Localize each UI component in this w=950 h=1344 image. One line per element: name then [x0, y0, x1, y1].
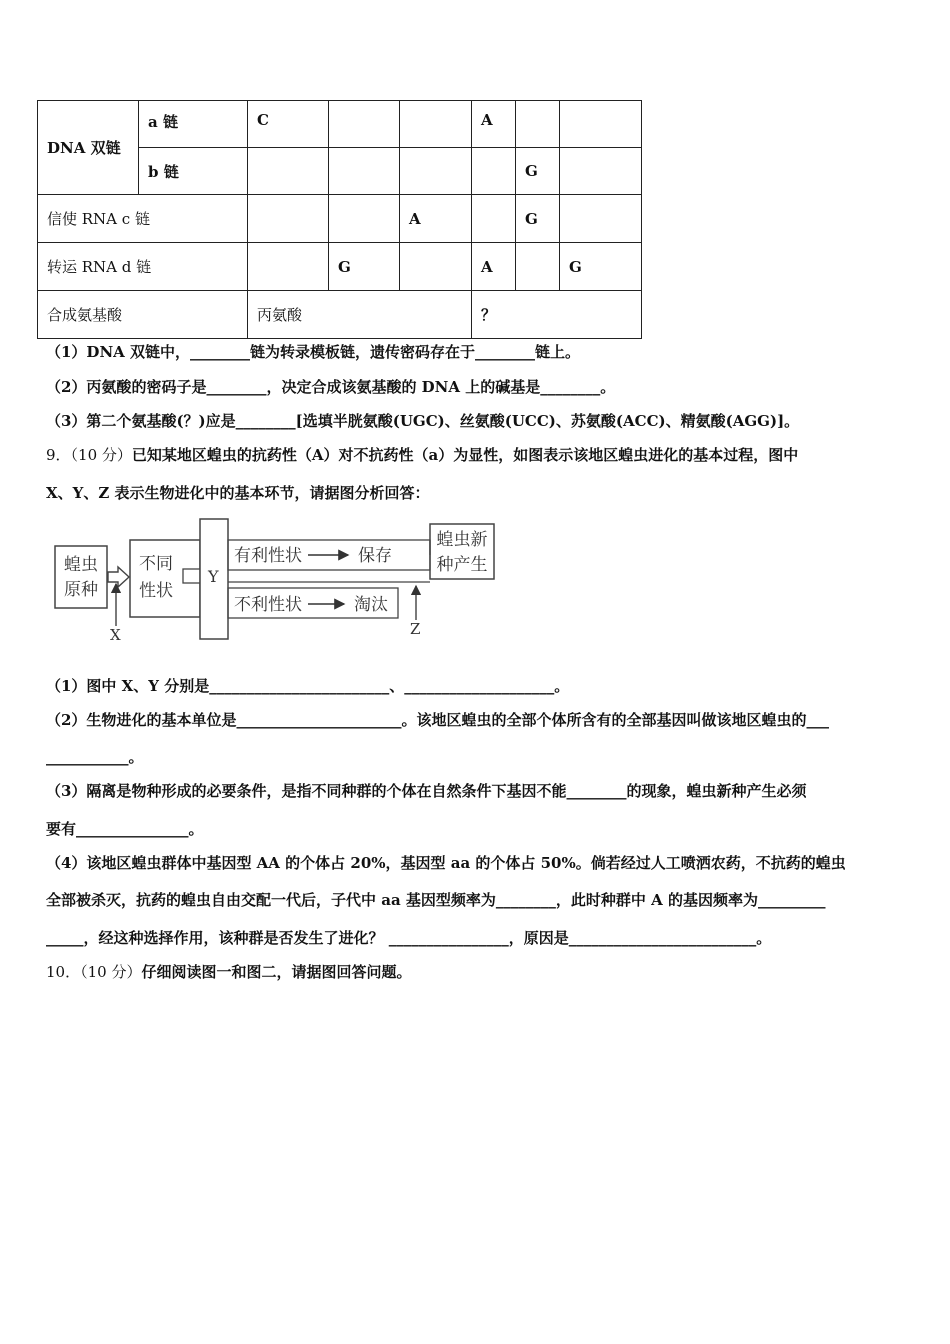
q9-part-4-line-1: （4）该地区蝗虫群体中基因型 AA 的个体占 20%，基因型 aa 的个体占 50%。倘若经过人工喷洒农药，不抗药的蝗虫 — [46, 854, 846, 872]
d-cell-4: A — [472, 243, 516, 291]
q9-part-2-line-1: （2）生物进化的基本单位是______________________。该地区蝗虫的全部个体所含有的全部基因叫做该地区蝗虫的___ — [46, 711, 829, 729]
a-cell-6 — [560, 101, 642, 148]
b-chain-label: b 链 — [139, 148, 248, 195]
z-label: Z — [410, 620, 421, 638]
q9-score: （10 分） — [70, 446, 132, 464]
c-cell-2 — [329, 195, 400, 243]
eliminate-label: 淘汰 — [354, 595, 388, 615]
box-new-species-line-2: 种产生 — [436, 555, 488, 575]
b-cell-3 — [400, 148, 472, 195]
q8-part-3: （3）第二个氨基酸(？)应是________[选填半胱氨酸(UGC)、丝氨酸(UCC)、苏氨酸(ACC)、精氨酸(AGG)]。 — [46, 412, 800, 430]
amino-acid-1: 丙氨酸 — [248, 291, 472, 339]
hollow-arrow-icon — [108, 567, 129, 587]
q9-intro-text: 已知某地区蝗虫的抗药性（A）对不抗药性（a）为显性，如图表示该地区蝗虫进化的基本过程，图中 — [131, 446, 799, 464]
q9-number: 9． — [46, 446, 71, 464]
a-cell-3 — [400, 101, 472, 148]
connector-notch — [183, 569, 200, 583]
q10-number: 10． — [46, 963, 81, 981]
keep-label: 保存 — [358, 546, 392, 566]
q10-score: （10 分） — [80, 963, 142, 981]
b-cell-4 — [472, 148, 516, 195]
q10-line — [46, 961, 411, 982]
x-label: X — [110, 626, 121, 644]
a-cell-1: C — [248, 101, 329, 148]
mrna-c-chain-text: 信使 RNA c 链 — [47, 210, 150, 228]
trna-d-chain-label — [38, 243, 248, 291]
amino-acid-2: ？ — [472, 291, 642, 339]
dna-table — [37, 100, 642, 339]
a-chain-label: a 链 — [139, 101, 248, 148]
b-cell-2 — [329, 148, 400, 195]
q9-part-3-line-2: 要有_______________。 — [46, 820, 204, 838]
q9-part-1: （1）图中 X、Y 分别是________________________、____________________。 — [46, 677, 570, 695]
a-cell-5 — [516, 101, 560, 148]
trna-d-chain-text: 转运 RNA d 链 — [47, 258, 152, 276]
c-cell-1 — [248, 195, 329, 243]
mrna-c-chain-label — [38, 195, 248, 243]
q10-text: 仔细阅读图一和图二，请据图回答问题。 — [141, 963, 412, 981]
d-cell-6: G — [560, 243, 642, 291]
q9-part-3-line-1: （3）隔离是物种形成的必要条件，是指不同种群的个体在自然条件下基因不能________的现象，蝗虫新种产生必须 — [46, 782, 807, 800]
q9-intro-line-1 — [46, 444, 798, 465]
q8-part-2: （2）丙氨酸的密码子是________，决定合成该氨基酸的 DNA 上的碱基是________。 — [46, 378, 616, 396]
q8-part-1: （1）DNA 双链中，________链为转录模板链，遗传密码存在于________链上。 — [46, 343, 581, 361]
unfavorable-trait: 不利性状 — [234, 595, 302, 615]
favorable-trait: 有利性状 — [234, 546, 302, 566]
b-cell-5: G — [516, 148, 560, 195]
b-cell-6 — [560, 148, 642, 195]
box-original-species-line-1: 蝗虫 — [64, 555, 98, 575]
d-cell-5 — [516, 243, 560, 291]
amino-acid-label: 合成氨基酸 — [38, 291, 248, 339]
b-cell-1 — [248, 148, 329, 195]
box-new-species-line-1: 蝗虫新 — [436, 530, 488, 550]
q9-part-4-line-3: _____，经这种选择作用，该种群是否发生了进化？ ________________，原因是_________________________。 — [46, 929, 772, 947]
q9-part-2-line-2: ___________。 — [46, 748, 144, 766]
a-cell-4: A — [472, 101, 516, 148]
c-cell-6 — [560, 195, 642, 243]
q9-intro-line-2: X、Y、Z 表示生物进化中的基本环节，请据图分析回答： — [46, 484, 430, 502]
box-different-traits-line-1: 不同 — [139, 554, 173, 574]
d-cell-2: G — [329, 243, 400, 291]
y-label: Y — [208, 567, 219, 586]
evolution-diagram — [52, 516, 498, 644]
box-original-species-line-2: 原种 — [64, 580, 98, 600]
box-different-traits-line-2: 性状 — [139, 581, 173, 601]
d-cell-1 — [248, 243, 329, 291]
dna-double-chain-label: DNA 双链 — [38, 101, 139, 195]
c-cell-3: A — [400, 195, 472, 243]
c-cell-5: G — [516, 195, 560, 243]
d-cell-3 — [400, 243, 472, 291]
q9-part-4-line-2: 全部被杀灭，抗药的蝗虫自由交配一代后，子代中 aa 基因型频率为________，此时种群中 A 的基因频率为_________ — [46, 891, 826, 909]
c-cell-4 — [472, 195, 516, 243]
a-cell-2 — [329, 101, 400, 148]
